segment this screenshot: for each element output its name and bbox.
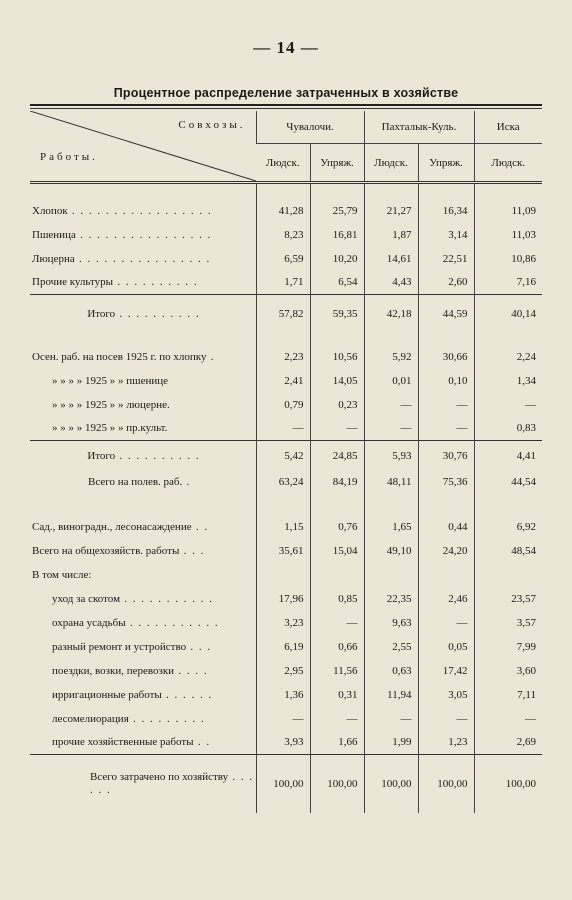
cell: 100,00 [256,755,310,813]
title-rule [30,104,542,106]
cell: — [364,707,418,731]
cell: 59,35 [310,295,364,333]
cell: — [364,393,418,417]
cell: 24,85 [310,441,364,471]
cell: 2,55 [364,635,418,659]
row-label: Итого . . . . . . . . . . [30,295,256,333]
table-row [30,587,542,611]
cell: 2,24 [474,345,542,369]
cell: 30,76 [418,441,474,471]
group-header-pakhtalyk: Пахталык-Куль. [364,111,474,144]
subheader-col4: Упряж. [418,144,474,183]
cell: 1,15 [256,515,310,539]
cell: — [256,417,310,441]
row-label: Сад., виноградн., лесонасаждение . . [32,520,209,533]
row-label: разный ремонт и устройство . . . [52,640,212,653]
cell: 6,54 [310,271,364,295]
cell: 0,66 [310,635,364,659]
page-number: — 14 — [253,38,319,57]
cell: 1,23 [418,731,474,755]
cell: 15,04 [310,539,364,563]
cell: 6,19 [256,635,310,659]
cell: 21,27 [364,199,418,223]
row-label: В том числе: [32,568,92,581]
cell [474,563,542,587]
table-row [30,515,542,539]
cell: 14,05 [310,369,364,393]
cell: 1,66 [310,731,364,755]
cell: 2,69 [474,731,542,755]
cell: — [256,707,310,731]
cell: 2,60 [418,271,474,295]
group-header-chuvalochi: Чувалочи. [256,111,364,144]
cell [256,563,310,587]
cell: 7,99 [474,635,542,659]
cell: 100,00 [418,755,474,813]
cell: — [418,393,474,417]
row-label: » » » » 1925 » » пр.культ. [52,422,168,435]
cell: 0,79 [256,393,310,417]
cell: 3,23 [256,611,310,635]
cell: 10,20 [310,247,364,271]
table-row [30,731,542,755]
cell: 0,63 [364,659,418,683]
table-row [30,345,542,369]
cell: 10,86 [474,247,542,271]
cell: 1,36 [256,683,310,707]
title-rule-thin [30,108,542,109]
cell: 10,56 [310,345,364,369]
row-label: лесомелиорация . . . . . . . . . [52,712,206,725]
table-row-subtotal [30,441,542,471]
cell: 5,92 [364,345,418,369]
table-row [30,707,542,731]
row-label: » » » » 1925 » » люцерне. [52,398,170,411]
cell: 16,34 [418,199,474,223]
group-header-iska: Иска [474,111,542,144]
cell: 0,05 [418,635,474,659]
table-row [30,611,542,635]
cell: — [310,611,364,635]
cell: 75,36 [418,471,474,493]
cell: 0,01 [364,369,418,393]
subheader-col5: Людск. [474,144,542,183]
cell: 6,59 [256,247,310,271]
cell: 48,54 [474,539,542,563]
cell: 1,87 [364,223,418,247]
row-label: Итого . . . . . . . . . . [30,441,256,471]
cell: 0,23 [310,393,364,417]
cell: — [474,707,542,731]
row-label: поездки, возки, перевозки . . . . [52,664,209,677]
table-row [30,247,542,271]
row-label: Люцерна . . . . . . . . . . . . . . . . [32,252,211,265]
cell: 41,28 [256,199,310,223]
cell: 11,56 [310,659,364,683]
cell: 84,19 [310,471,364,493]
table-row [30,683,542,707]
cell: 5,93 [364,441,418,471]
table-row [30,271,542,295]
corner-bottom-label: Работы. [40,151,98,163]
cell: 17,96 [256,587,310,611]
subheader-col1: Людск. [256,144,310,183]
table-row [30,199,542,223]
row-label: Всего затрачено по хозяйству . . . . . . [30,755,256,813]
table-row-subtotal [30,295,542,333]
row-label: Всего на общехозяйств. работы . . . [32,544,205,557]
cell: 3,93 [256,731,310,755]
cell: 11,09 [474,199,542,223]
corner-header [30,111,256,183]
cell: 3,60 [474,659,542,683]
cell: 5,42 [256,441,310,471]
cell: 11,94 [364,683,418,707]
corner-top-label: Совхозы. [178,119,246,131]
cell: 4,41 [474,441,542,471]
cell: 0,31 [310,683,364,707]
cell: 7,16 [474,271,542,295]
cell: 2,95 [256,659,310,683]
cell: 25,79 [310,199,364,223]
row-label: Всего на полев. раб. . [88,475,191,488]
cell: 2,23 [256,345,310,369]
cell: 0,83 [474,417,542,441]
cell: — [474,393,542,417]
cell [364,563,418,587]
cell [418,563,474,587]
cell: 48,11 [364,471,418,493]
row-label: охрана усадьбы . . . . . . . . . . . [52,616,220,629]
cell: 0,85 [310,587,364,611]
cell: 44,54 [474,471,542,493]
cell: 14,61 [364,247,418,271]
cell: 30,66 [418,345,474,369]
distribution-table [30,111,542,813]
cell: 44,59 [418,295,474,333]
subheader-col3: Людск. [364,144,418,183]
table-row [30,369,542,393]
cell: 63,24 [256,471,310,493]
row-label: Прочие культуры . . . . . . . . . . [32,276,199,289]
subheader-col2: Упряж. [310,144,364,183]
cell: — [310,417,364,441]
cell: 1,65 [364,515,418,539]
table-row [30,539,542,563]
cell: 16,81 [310,223,364,247]
row-label: уход за скотом . . . . . . . . . . . [52,592,214,605]
cell: 100,00 [364,755,418,813]
table-row-grand-total [30,755,542,813]
cell: — [310,707,364,731]
table-row [30,635,542,659]
row-label: Хлопок . . . . . . . . . . . . . . . . . [32,204,213,217]
cell: — [418,417,474,441]
cell: 22,51 [418,247,474,271]
cell: 0,44 [418,515,474,539]
row-label: Пшеница . . . . . . . . . . . . . . . . [32,228,212,241]
cell: 2,41 [256,369,310,393]
cell: 7,11 [474,683,542,707]
cell [310,563,364,587]
cell: 8,23 [256,223,310,247]
row-label: » » » » 1925 » » пшенице [52,374,169,387]
cell: 3,05 [418,683,474,707]
cell: 40,14 [474,295,542,333]
cell: — [364,417,418,441]
cell: 49,10 [364,539,418,563]
row-label: ирригационные работы . . . . . . [52,688,213,701]
table-row [30,393,542,417]
cell: 0,10 [418,369,474,393]
table-row [30,659,542,683]
cell: 3,14 [418,223,474,247]
cell: 9,63 [364,611,418,635]
table-row [30,563,542,587]
cell: 57,82 [256,295,310,333]
cell: 100,00 [310,755,364,813]
table-row-total [30,471,542,493]
cell: 22,35 [364,587,418,611]
cell: 23,57 [474,587,542,611]
cell: 35,61 [256,539,310,563]
row-label: прочие хозяйственные работы . . [52,736,211,749]
cell: 1,34 [474,369,542,393]
cell: 1,71 [256,271,310,295]
table-title: Процентное распределение затраченных в хозяйстве [113,86,459,100]
cell: 17,42 [418,659,474,683]
cell: 0,76 [310,515,364,539]
table-row [30,223,542,247]
cell: 4,43 [364,271,418,295]
table-row [30,417,542,441]
cell: 42,18 [364,295,418,333]
cell: 1,99 [364,731,418,755]
cell: — [418,707,474,731]
cell: 11,03 [474,223,542,247]
cell: 3,57 [474,611,542,635]
cell: — [418,611,474,635]
cell: 24,20 [418,539,474,563]
row-label: Осен. раб. на посев 1925 г. по хлопку . [32,350,215,363]
cell: 100,00 [474,755,542,813]
cell: 6,92 [474,515,542,539]
cell: 2,46 [418,587,474,611]
